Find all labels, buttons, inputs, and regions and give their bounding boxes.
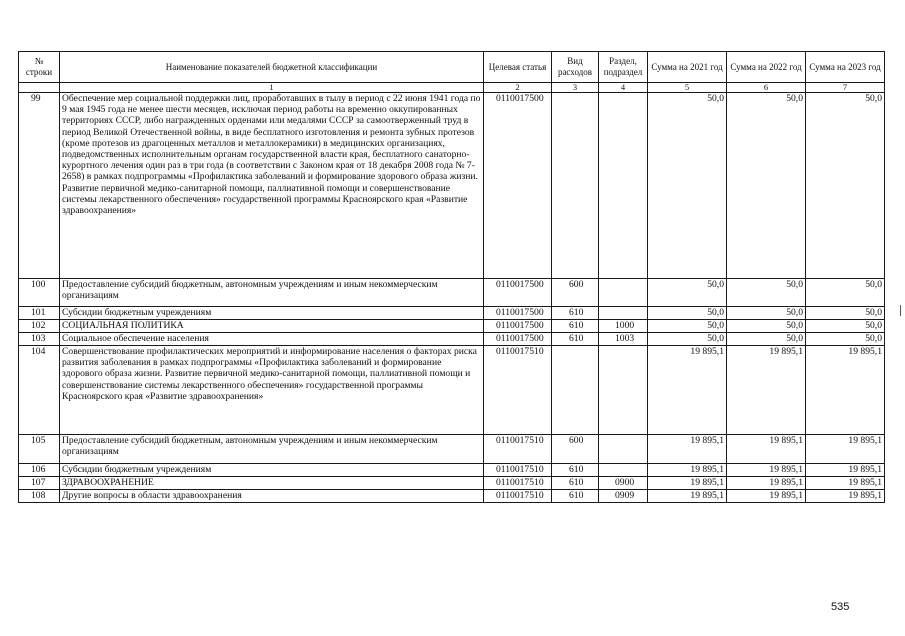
column-number: 5 <box>648 83 727 93</box>
row-target-code: 0110017510 <box>484 477 552 490</box>
table-row <box>19 490 885 503</box>
row-razdel <box>599 464 648 477</box>
row-target-code: 0110017510 <box>484 346 552 435</box>
row-sum-2023: 50,0 <box>806 320 885 333</box>
row-target-code: 0110017500 <box>484 279 552 307</box>
table-row <box>19 333 885 346</box>
row-razdel <box>599 346 648 435</box>
row-sum-2022: 50,0 <box>727 320 806 333</box>
row-vid: 600 <box>552 279 599 307</box>
table-row <box>19 320 885 333</box>
row-target-code: 0110017500 <box>484 307 552 320</box>
row-sum-2022: 50,0 <box>727 93 806 279</box>
header-razdel: Раздел, подраздел <box>599 52 648 83</box>
header-target: Целевая статья <box>484 52 552 83</box>
row-vid: 610 <box>552 477 599 490</box>
row-razdel <box>599 435 648 464</box>
column-number: 3 <box>552 83 599 93</box>
row-sum-2021: 19 895,1 <box>648 464 727 477</box>
row-sum-2023: 19 895,1 <box>806 464 885 477</box>
row-sum-2022: 19 895,1 <box>727 435 806 464</box>
row-sum-2023: 50,0 <box>806 279 885 307</box>
row-vid: 610 <box>552 464 599 477</box>
table-row <box>19 279 885 307</box>
row-sum-2021: 50,0 <box>648 320 727 333</box>
row-vid: 610 <box>552 307 599 320</box>
column-number: 4 <box>599 83 648 93</box>
row-sum-2023: 19 895,1 <box>806 346 885 435</box>
row-name: Совершенствование профилактических мероприятий и информирование населения о факторах риска развития заболевания в рамках подпрограммы «Профилактика заболеваний и формирование здорового образа жизни. Развитие первичной медико-санитарной помощи, паллиативной помощи и совершенствование системы лекарственного обеспечения» государственной программы Красноярского края «Развитие здравоохранения» <box>60 346 484 435</box>
row-razdel <box>599 93 648 279</box>
row-vid <box>552 93 599 279</box>
row-name: Субсидии бюджетным учреждениям <box>60 464 484 477</box>
row-razdel <box>599 279 648 307</box>
row-sum-2022: 50,0 <box>727 333 806 346</box>
row-razdel: 0900 <box>599 477 648 490</box>
header-row <box>19 52 885 83</box>
row-vid: 610 <box>552 490 599 503</box>
scan-edge-mark <box>900 305 901 316</box>
row-sum-2023: 19 895,1 <box>806 435 885 464</box>
row-name: Субсидии бюджетным учреждениям <box>60 307 484 320</box>
row-target-code: 0110017500 <box>484 320 552 333</box>
row-vid: 610 <box>552 333 599 346</box>
row-sum-2022: 19 895,1 <box>727 477 806 490</box>
row-number: 104 <box>19 346 60 435</box>
row-sum-2023: 19 895,1 <box>806 477 885 490</box>
row-target-code: 0110017500 <box>484 93 552 279</box>
row-razdel: 1003 <box>599 333 648 346</box>
row-vid <box>552 346 599 435</box>
header-row-no: № строки <box>19 52 60 83</box>
row-sum-2022: 50,0 <box>727 279 806 307</box>
row-sum-2023: 19 895,1 <box>806 490 885 503</box>
row-sum-2021: 19 895,1 <box>648 490 727 503</box>
row-number: 108 <box>19 490 60 503</box>
row-sum-2023: 50,0 <box>806 333 885 346</box>
row-target-code: 0110017510 <box>484 490 552 503</box>
row-sum-2021: 50,0 <box>648 307 727 320</box>
row-sum-2021: 19 895,1 <box>648 435 727 464</box>
column-number: 6 <box>727 83 806 93</box>
row-sum-2023: 50,0 <box>806 93 885 279</box>
column-number: 7 <box>806 83 885 93</box>
row-name: Социальное обеспечение населения <box>60 333 484 346</box>
header-sum-2022: Сумма на 2022 год <box>727 52 806 83</box>
table-row <box>19 307 885 320</box>
row-number: 101 <box>19 307 60 320</box>
table-row <box>19 477 885 490</box>
row-target-code: 0110017510 <box>484 435 552 464</box>
header-sum-2023: Сумма на 2023 год <box>806 52 885 83</box>
header-sum-2021: Сумма на 2021 год <box>648 52 727 83</box>
table-row <box>19 93 885 279</box>
row-target-code: 0110017500 <box>484 333 552 346</box>
row-vid: 600 <box>552 435 599 464</box>
row-number: 105 <box>19 435 60 464</box>
row-sum-2021: 50,0 <box>648 93 727 279</box>
row-sum-2021: 19 895,1 <box>648 346 727 435</box>
row-name: Обеспечение мер социальной поддержки лиц, проработавших в тылу в период с 22 июня 1941 года по 9 мая 1945 года не менее шести месяцев, исключая период работы на временно оккупированных территориях СССР, либо награжденных орденами или медалями СССР за самоотверженный труд в период Великой Отечественной войны, в виде бесплатного изготовления и ремонта зубных протезов (кроме протезов из драгоценных металлов и металлокерамики) в медицинских организациях, подведомственных исполнительным органам государственной власти края, бесплатного санаторно-курортного лечения один раз в три года (в соответствии с Законом края от 18 декабря 2008 года № 7-2658) в рамках подпрограммы «Профилактика заболеваний и формирование здорового образа жизни. Развитие первичной медико-санитарной помощи, паллиативной помощи и совершенствование системы лекарственного обеспечения» государственной программы Красноярского края «Развитие здравоохранения» <box>60 93 484 279</box>
header-vid: Вид расходов <box>552 52 599 83</box>
table-row <box>19 435 885 464</box>
row-sum-2023: 50,0 <box>806 307 885 320</box>
row-number: 99 <box>19 93 60 279</box>
row-razdel: 1000 <box>599 320 648 333</box>
row-sum-2021: 50,0 <box>648 333 727 346</box>
row-name: ЗДРАВООХРАНЕНИЕ <box>60 477 484 490</box>
table-row <box>19 464 885 477</box>
row-number: 100 <box>19 279 60 307</box>
row-name: Другие вопросы в области здравоохранения <box>60 490 484 503</box>
header-name: Наименование показателей бюджетной классификации <box>60 52 484 83</box>
row-name: Предоставление субсидий бюджетным, автономным учреждениям и иным некоммерческим организациям <box>60 435 484 464</box>
row-number: 106 <box>19 464 60 477</box>
row-razdel: 0909 <box>599 490 648 503</box>
row-sum-2021: 19 895,1 <box>648 477 727 490</box>
column-number: 1 <box>60 83 484 93</box>
row-number: 102 <box>19 320 60 333</box>
row-target-code: 0110017510 <box>484 464 552 477</box>
row-vid: 610 <box>552 320 599 333</box>
row-sum-2022: 19 895,1 <box>727 346 806 435</box>
row-sum-2022: 19 895,1 <box>727 490 806 503</box>
row-sum-2022: 50,0 <box>727 307 806 320</box>
row-name: СОЦИАЛЬНАЯ ПОЛИТИКА <box>60 320 484 333</box>
column-number-blank <box>19 83 60 93</box>
row-number: 103 <box>19 333 60 346</box>
row-name: Предоставление субсидий бюджетным, автономным учреждениям и иным некоммерческим организациям <box>60 279 484 307</box>
budget-table <box>18 51 885 503</box>
page-number: 535 <box>831 601 850 613</box>
column-number: 2 <box>484 83 552 93</box>
row-sum-2021: 50,0 <box>648 279 727 307</box>
column-number-row <box>19 83 885 93</box>
row-number: 107 <box>19 477 60 490</box>
row-sum-2022: 19 895,1 <box>727 464 806 477</box>
table-row <box>19 346 885 435</box>
row-razdel <box>599 307 648 320</box>
